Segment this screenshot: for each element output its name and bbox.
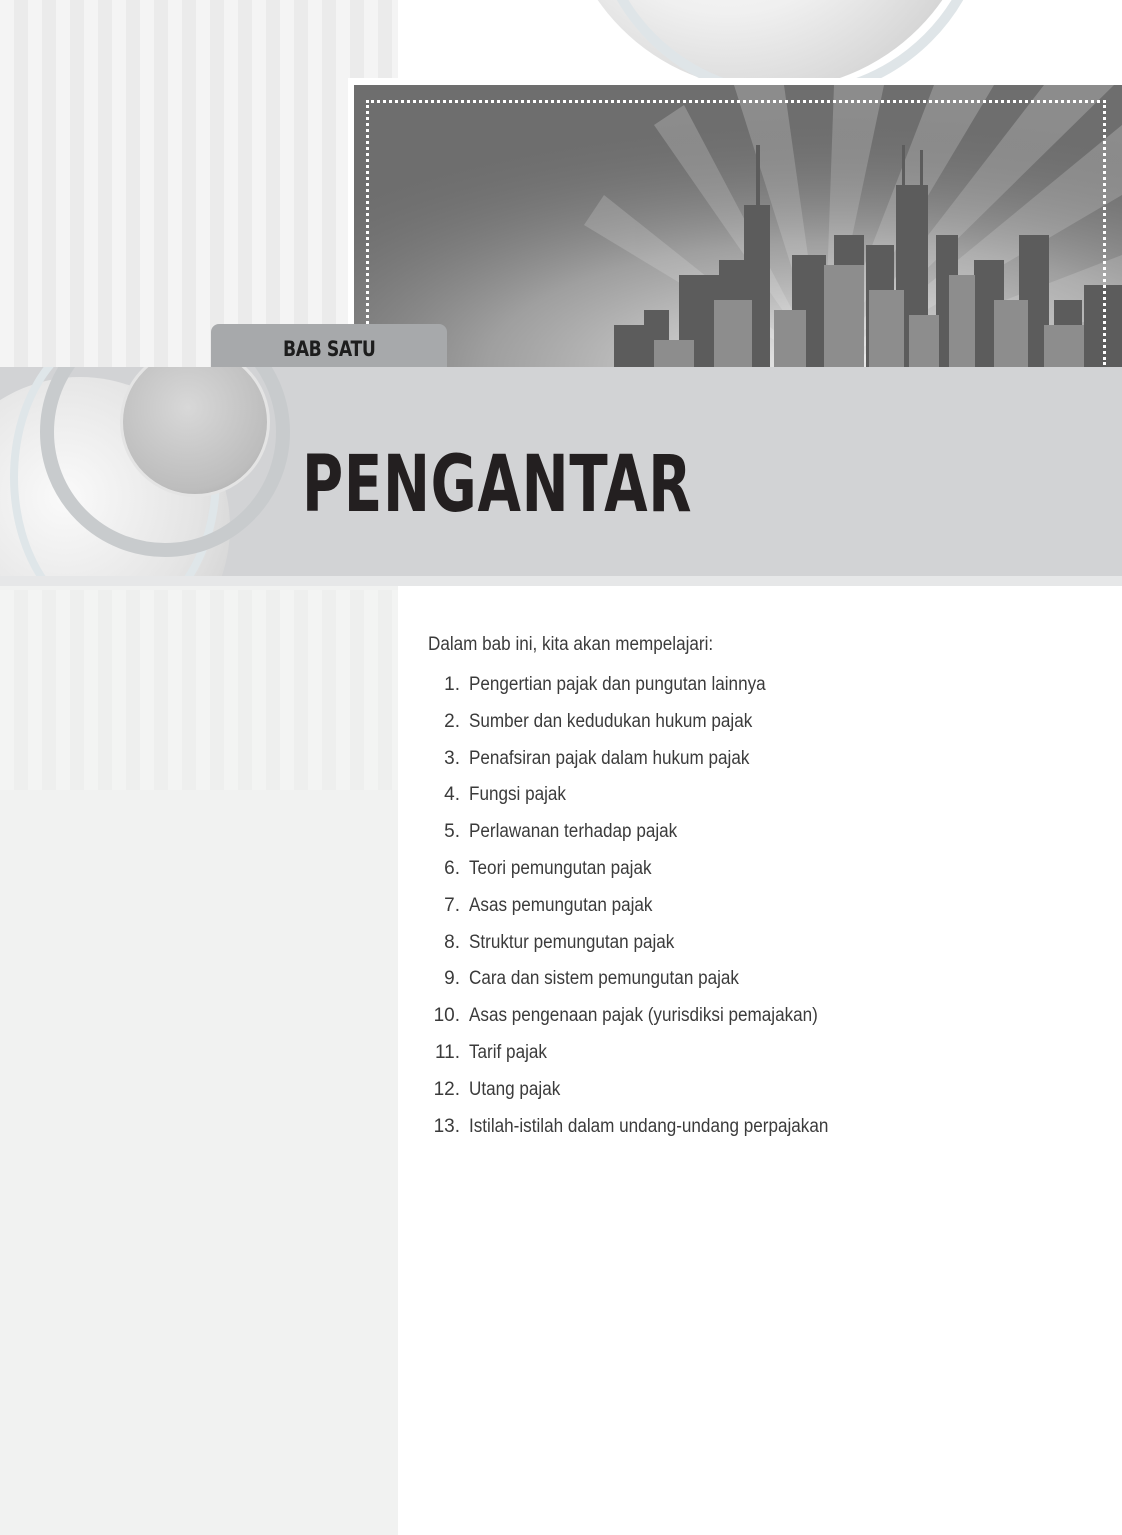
list-item bbox=[428, 888, 1108, 925]
list-item bbox=[428, 998, 1108, 1035]
item-number: 4. bbox=[444, 784, 460, 806]
item-text: Struktur pemungutan pajak bbox=[469, 931, 675, 953]
item-number: 8. bbox=[444, 931, 460, 953]
item-number: 9. bbox=[444, 968, 460, 990]
list-item bbox=[428, 777, 1108, 814]
item-number: 3. bbox=[444, 747, 460, 769]
item-number: 7. bbox=[444, 894, 460, 916]
list-item bbox=[428, 667, 1108, 704]
item-text: Utang pajak bbox=[469, 1078, 561, 1100]
list-item bbox=[428, 741, 1108, 778]
item-text: Istilah-istilah dalam undang-undang perpajakan bbox=[469, 1115, 829, 1137]
item-text: Penafsiran pajak dalam hukum pajak bbox=[469, 747, 750, 769]
decorative-stripes-lower bbox=[0, 590, 398, 790]
item-text: Pengertian pajak dan pungutan lainnya bbox=[469, 674, 766, 695]
item-number: 10. bbox=[433, 1005, 460, 1027]
list-item bbox=[428, 851, 1108, 888]
item-number: 6. bbox=[444, 857, 460, 879]
list-item bbox=[428, 1035, 1108, 1072]
chapter-contents bbox=[428, 630, 1108, 1145]
item-number: 12. bbox=[433, 1078, 460, 1100]
item-number: 13. bbox=[433, 1115, 460, 1137]
list-item bbox=[428, 1109, 1108, 1146]
topic-list bbox=[428, 667, 1108, 1145]
band-bottom-strip bbox=[0, 576, 1122, 586]
list-item bbox=[428, 814, 1108, 851]
item-text: Perlawanan terhadap pajak bbox=[469, 821, 678, 843]
item-number: 1. bbox=[444, 674, 460, 695]
item-text: Tarif pajak bbox=[469, 1041, 547, 1063]
chapter-label: BAB SATU bbox=[283, 337, 376, 361]
decorative-stripes bbox=[0, 0, 398, 370]
list-item bbox=[428, 925, 1108, 962]
item-number: 11. bbox=[434, 1041, 460, 1063]
item-text: Asas pengenaan pajak (yurisdiksi pemajakan) bbox=[469, 1005, 818, 1027]
dotted-frame-border bbox=[366, 100, 1106, 365]
item-number: 5. bbox=[444, 821, 460, 843]
item-text: Asas pemungutan pajak bbox=[469, 894, 653, 916]
list-item bbox=[428, 961, 1108, 998]
list-item bbox=[428, 1072, 1108, 1109]
item-text: Teori pemungutan pajak bbox=[469, 857, 652, 879]
list-item bbox=[428, 704, 1108, 741]
item-text: Sumber dan kedudukan hukum pajak bbox=[469, 710, 753, 732]
item-text: Fungsi pajak bbox=[469, 784, 566, 806]
item-text: Cara dan sistem pemungutan pajak bbox=[469, 968, 739, 990]
chapter-title: PENGANTAR bbox=[302, 440, 693, 530]
contents-intro: Dalam bab ini, kita akan mempelajari: bbox=[428, 634, 714, 655]
item-number: 2. bbox=[444, 710, 460, 732]
